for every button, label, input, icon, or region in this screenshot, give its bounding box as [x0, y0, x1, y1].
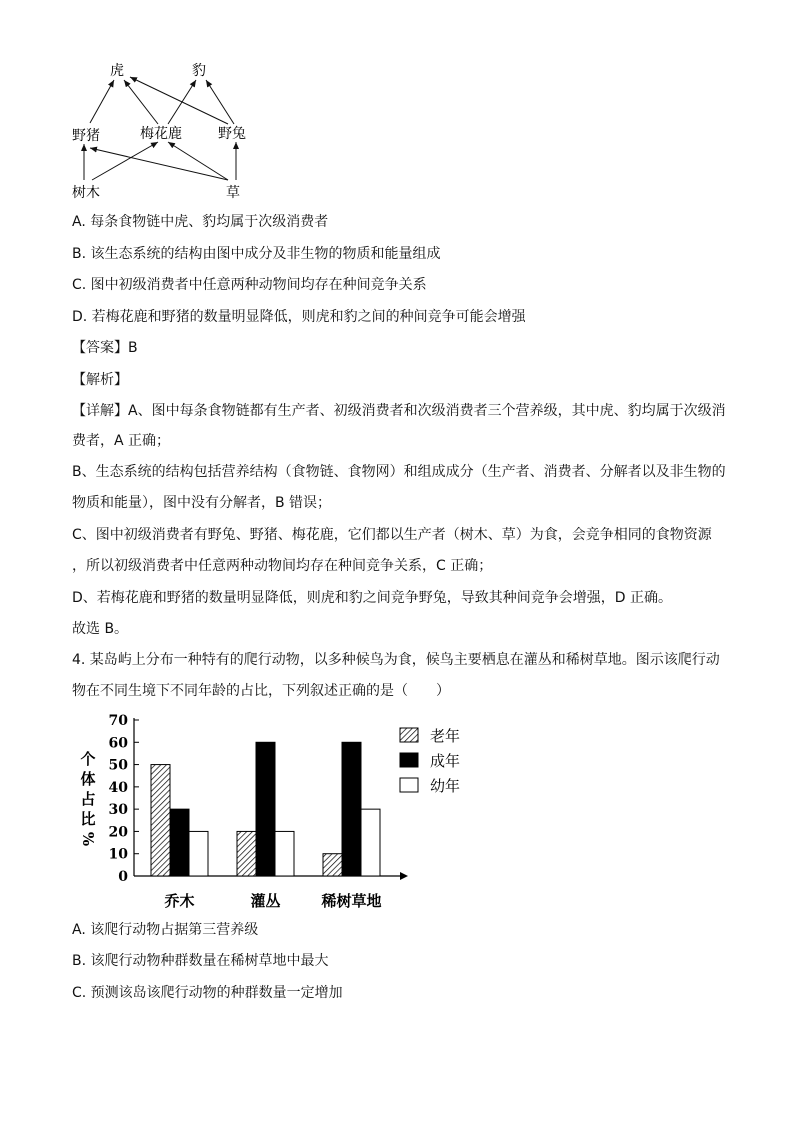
food-web-diagram	[60, 58, 280, 208]
q3-detail-line-4: 物质和能量），图中没有分解者，B 错误；	[72, 495, 332, 511]
answer-value: B	[128, 340, 138, 356]
x-category-label: 乔木	[164, 892, 195, 910]
q3-option-d: D. 若梅花鹿和野猪的数量明显降低，则虎和豹之间的种间竞争可能会增强	[72, 309, 526, 325]
y-axis-label-char: 个	[80, 750, 96, 768]
legend-swatch	[400, 753, 418, 767]
y-tick-label: 30	[108, 802, 128, 819]
bar-老年	[237, 831, 256, 876]
y-tick-label: 60	[108, 735, 128, 752]
bar-幼年	[275, 831, 294, 876]
legend-swatch	[400, 778, 418, 792]
legend-label: 幼年	[430, 777, 461, 795]
y-tick-label: 50	[108, 757, 128, 774]
q3-detail-line-5: C、图中初级消费者有野兔、野猪、梅花鹿，它们都以生产者（树木、草）为食，会竞争相同的食物资源	[72, 527, 712, 543]
x-category-label: 灌丛	[250, 892, 281, 910]
legend-label: 成年	[430, 752, 461, 770]
bar-老年	[151, 765, 170, 876]
node-leopard: 豹	[192, 63, 206, 79]
q4-stem-line-2: 物在不同生境下不同年龄的占比，下列叙述正确的是（ ）	[72, 683, 450, 699]
x-axis-arrow	[400, 872, 408, 880]
q4-stem-line-1: 4. 某岛屿上分布一种特有的爬行动物，以多种候鸟为食，候鸟主要栖息在灌丛和稀树草地。图示该爬行动	[72, 652, 720, 668]
node-tiger: 虎	[110, 63, 124, 79]
q3-analysis-tag: 【解析】	[72, 372, 128, 388]
y-tick-label: 0	[118, 869, 128, 885]
y-axis-label-char: 比	[80, 810, 96, 828]
q3-detail-line-1: 【详解】A、图中每条食物链都有生产者、初级消费者和次级消费者三个营养级，其中虎、豹均属于次级消	[72, 403, 726, 419]
q3-option-a: A. 每条食物链中虎、豹均属于次级消费者	[72, 214, 329, 230]
age-structure-bar-chart	[70, 708, 490, 918]
y-tick-label: 70	[108, 713, 128, 729]
q3-detail-line-7: D、若梅花鹿和野猪的数量明显降低，则虎和豹之间竞争野兔，导致其种间竞争会增强，D 正确。	[72, 590, 673, 606]
q3-option-b: B. 该生态系统的结构由图中成分及非生物的物质和能量组成	[72, 246, 441, 262]
bar-成年	[256, 742, 275, 876]
y-axis-label-char: %	[79, 831, 97, 847]
q3-detail-line-3: B、生态系统的结构包括营养结构（食物链、食物网）和组成成分（生产者、消费者、分解者以及非生物的	[72, 464, 726, 480]
q3-detail-line-6: ，所以初级消费者中任意两种动物间均存在种间竞争关系，C 正确；	[72, 558, 493, 574]
y-axis-label-char: 占	[80, 790, 96, 808]
q4-option-a: A. 该爬行动物占据第三营养级	[72, 922, 259, 938]
y-tick-label: 10	[108, 846, 128, 863]
bar-老年	[323, 854, 342, 876]
q3-answer	[72, 338, 138, 358]
y-tick-label: 20	[108, 824, 128, 841]
x-category-label: 稀树草地	[321, 892, 382, 910]
node-deer: 梅花鹿	[140, 126, 182, 142]
y-axis-label-char: 体	[80, 770, 96, 788]
q3-option-c: C. 图中初级消费者中任意两种动物间均存在种间竞争关系	[72, 277, 427, 293]
node-tree: 树木	[72, 185, 100, 201]
q4-option-b: B. 该爬行动物种群数量在稀树草地中最大	[72, 953, 329, 969]
bar-幼年	[189, 831, 208, 876]
node-boar: 野猪	[72, 128, 100, 144]
q3-detail-line-2: 费者，A 正确；	[72, 433, 171, 449]
q3-conclusion: 故选 B。	[72, 621, 129, 637]
y-tick-label: 40	[108, 779, 128, 796]
node-grass: 草	[226, 185, 240, 201]
bar-幼年	[361, 809, 380, 876]
q4-option-c: C. 预测该岛该爬行动物的种群数量一定增加	[72, 985, 343, 1001]
node-hare: 野兔	[218, 126, 246, 142]
legend-swatch	[400, 728, 418, 742]
legend-label: 老年	[430, 727, 461, 745]
answer-tag: 【答案】	[72, 340, 128, 356]
bar-成年	[342, 742, 361, 876]
bar-成年	[170, 809, 189, 876]
